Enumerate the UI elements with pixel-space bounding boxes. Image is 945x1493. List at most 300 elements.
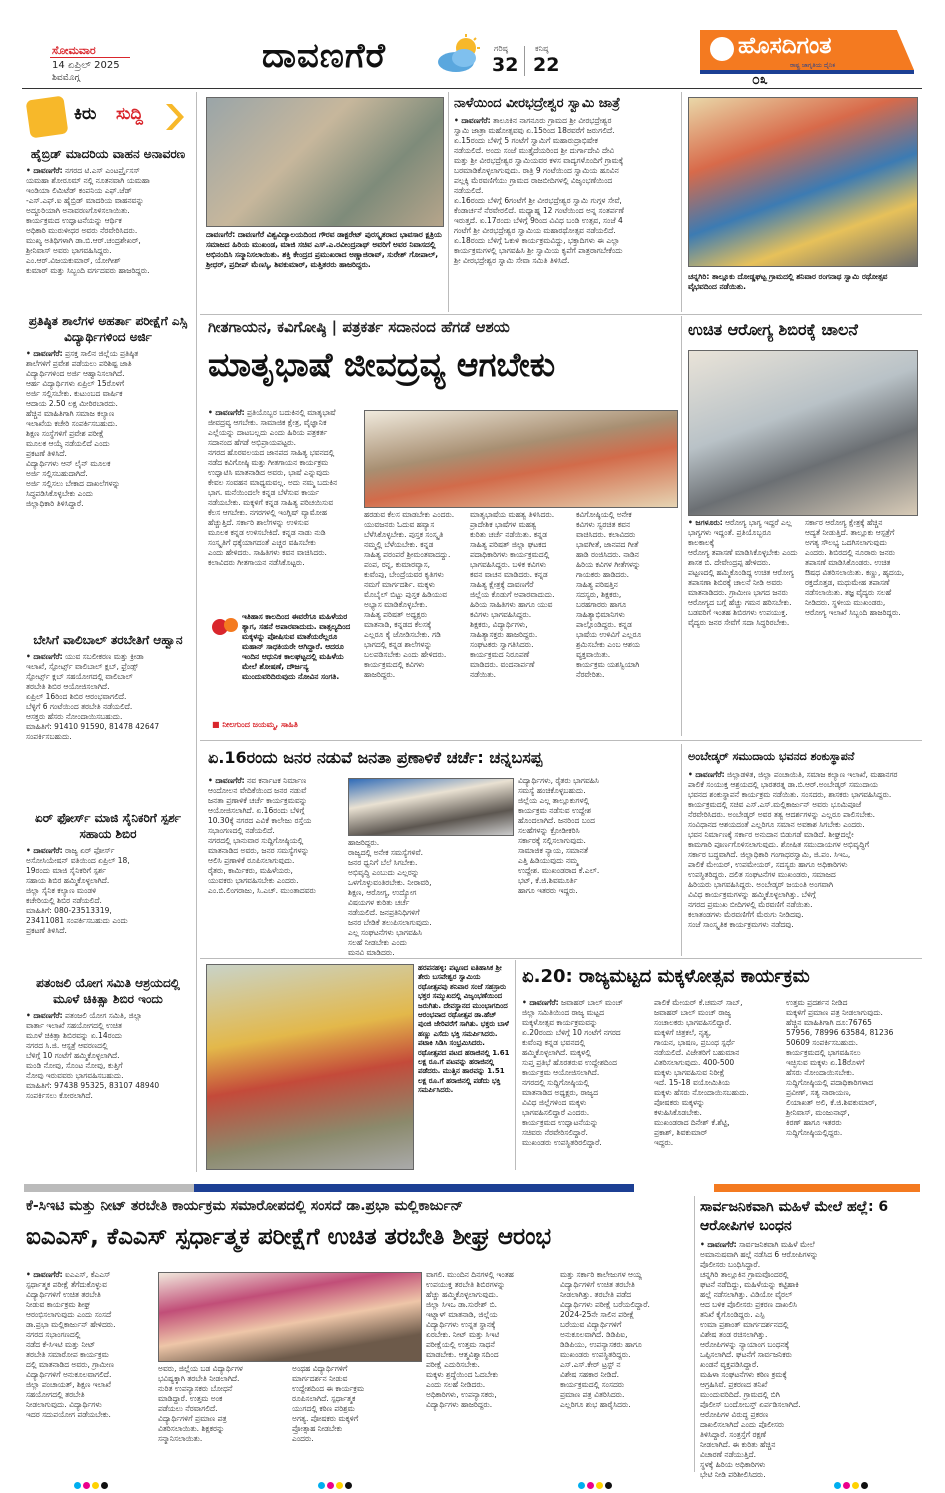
- body-line: ನೀಡಿದರು. ಸ್ಥಳೀಯ ಮುಖಂಡರು,: [805, 598, 886, 607]
- body-line: ಸಾಹಿತ್ಯಾಸಕ್ತರು ಹಾಜರಿದ್ದರು.: [470, 630, 538, 639]
- body-line: 10.30ಕ್ಕೆ ನಗರದ ಎವಿಕೆ ಕಾಲೇಜು ರಸ್ತೆಯ: [208, 816, 312, 825]
- body-line: ಬರಮಾಡಿಕೊಳ್ಳಲಾಗುವುದು. ರಾತ್ರಿ 9 ಗಂಟೆಯಿಂದ ಸ್ವಾಮಿಯ ಹೂವಿನ: [454, 166, 619, 175]
- quote-box: [208, 612, 360, 734]
- body-line: ಡಾ.ಪ್ರಭಾ ಮಲ್ಲಿಕಾರ್ಜುನ್ ಹೇಳಿದರು.: [26, 1320, 116, 1329]
- body-line: ವಿವಿಧ ಕಾರ್ಯಕ್ರಮಗಳನ್ನು ಹಮ್ಮಿಕೊಳ್ಳಲಾಗಿತ್ತು. ಬೆಳಿಗ್ಗೆ: [688, 890, 816, 899]
- body-line: ಗಾಯನ, ಭಾಷಣ, ಪ್ರಬಂಧ ಸ್ಪರ್ಧೆ: [654, 1038, 735, 1047]
- body-line: ಪೊಲೀಸರು ಬಂಧಿಸಿದ್ದಾರೆ.: [700, 1260, 761, 1269]
- mid-row-rule: [200, 958, 922, 959]
- body-line: ತಿಳಿಸಿದ್ದಾರೆ. ಸಂತ್ರಸ್ತೆಗೆ ರಕ್ಷಣೆ: [700, 1430, 767, 1439]
- body-line: ಭಾಗವಹಿಸಲಿದ್ದಾರೆ ಎಂದರು.: [522, 1108, 590, 1117]
- body-line: ಮಾಡಿದ್ದಾರೆ. ಉತ್ತಮ ಅಂಕ: [158, 1394, 223, 1403]
- body-line: -ಎಸ್.ಎಫ್.ಐ ಹೈಬ್ರಿಡ್ ಮಾದರಿಯ ವಾಹನವನ್ನು: [26, 196, 144, 205]
- body-line: ನಗರದ ಪ್ರಮುಖ ಬೀದಿಗಳಲ್ಲಿ ಮೆರವಣಿಗೆ ನಡೆಯಿತು.: [688, 900, 813, 909]
- body-line: ಸ್ಪೋರ್ಟ್ಸ್ ಕ್ಲಬ್ ಸಹಯೋಗದಲ್ಲಿ ವಾಲಿಬಾಲ್: [26, 672, 133, 681]
- body-line: ಎತ್ತಿ ಹಿಡಿಯುವುದು ನಮ್ಮ: [518, 856, 579, 865]
- body-line: ಭಾಗವಹಿಸಿದ್ದರು. ಬಳಿಕ ಕವಿಗಳು: [470, 560, 547, 569]
- brief-yoga: [26, 975, 190, 1101]
- quote-icon: [212, 614, 238, 640]
- body-line: ಅರ್ಜಿ ಸಲ್ಲಿಸಲು ಬೇಕಾದ ದಾಖಲೆಗಳನ್ನು: [26, 479, 121, 488]
- brief-school: [26, 313, 190, 509]
- body-line: ಕುಮಾರ್ ಮತ್ತು ಸಿಬ್ಬಂದಿ ವರ್ಗದವರು ಹಾಜರಿದ್ದರು.: [26, 266, 150, 275]
- body-line: ಇಂಡಿಯಾ ಲಿಮಿಟೆಡ್ ಕಂಪನಿಯ ಎಫ್.ಜೆಡ್: [26, 186, 132, 195]
- body-line: ವಿದ್ಯಾರ್ಥಿಗಳು ಆನ್ ಲೈನ್ ಮೂಲಕ: [26, 459, 111, 468]
- body-line: ಮಕ್ಕಳು ಶ್ರದ್ಧೆಯಿಂದ ಓದಬೇಕು: [426, 1370, 499, 1379]
- body-line: ಘಟನೆ ನಡೆದಿದ್ದು, ಮಹಿಳೆಯನ್ನು ಕಟ್ಟಿಹಾಕಿ: [700, 1280, 799, 1289]
- body-line: ಪರೀಕ್ಷೆ ಎದುರಿಸಬೇಕು.: [426, 1360, 480, 1369]
- body-line: ಪ್ರಕಟಣೆ ತಿಳಿಸಿದೆ.: [26, 449, 67, 458]
- body-line: ಎಲ್ಲರಿಗೂ ಶುಭ ಹಾರೈಸಿದರು.: [560, 1400, 631, 1409]
- lead-kicker: ಗೀತಗಾಯನ, ಕವಿಗೋಷ್ಠಿ | ಪತ್ರಕರ್ತ ಸದಾನಂದ ಹೆಗಡೆ ಆಶಯ: [208, 318, 510, 336]
- body-line: ನೀಡಲಾಗಿತ್ತು. ತರಬೇತಿ ಪಡೆದ: [560, 1290, 632, 1299]
- body-line: ಕಾರ್ಯಕ್ರಮದಲ್ಲಿ ಕವಿಗಳು: [364, 660, 425, 669]
- body-line: ಭಾವಗೀತೆ, ಜಾನಪದ ಗೀತೆ: [576, 540, 639, 549]
- body-line: ಭಟ್, ಕೆ.ಜಿ.ಶಿವಮೂರ್ತಿ: [518, 876, 578, 885]
- temp-max: 32: [492, 54, 519, 76]
- body-line: ಪ್ರೋತ್ಸಾಹ ನೀಡಬೇಕು: [292, 1424, 343, 1433]
- body-line: ಹಾಜರಿದ್ದರು.: [364, 670, 396, 679]
- temp-divider: [524, 46, 525, 76]
- body-line: ಭಾಗ. ಮನೆಯಿಂದಲೇ ಕನ್ನಡ ಬೆಳೆಸುವ ಕಾರ್ಯ: [208, 488, 320, 497]
- body-line: ಜಿಲ್ಲಾ ಸೈನಿಕ ಕಲ್ಯಾಣ ಮಂಡಳಿ: [26, 886, 97, 895]
- body-line: ಜನರ ಬೇಡಿಕೆ ತಲುಪಿಸಲಾಗುವುದು.: [348, 918, 432, 927]
- body-line: ಭವನ ನಿರ್ಮಾಣಕ್ಕೆ ಸರ್ಕಾರ ಅನುದಾನ ಬಿಡುಗಡೆ ಮಾಡಿದೆ. ಶೀಘ್ರದಲ್ಲೇ: [688, 830, 854, 839]
- body-line: ಅಧಿಕಾರಿ ಮುರುಳೀಧರ ಅವರು ನೆರವೇರಿಸಿದರು.: [26, 226, 138, 235]
- body-line: ಪಾಲಿಕೆ ಮೇಯರ್ ಕೆ.ಚಮನ್ ಸಾಬ್,: [654, 998, 743, 1007]
- body-line: ಪ್ರಕಾಶ್, ಶಿವಕುಮಾರ್: [654, 1128, 708, 1137]
- body-line: ಶ್ರೀನಿವಾಸ್, ಮಂಜುನಾಥ್,: [786, 1108, 850, 1117]
- body-line: ವಿದ್ಯಾರ್ಥಿಗಳು, ರೈತರು ಭಾಗವಹಿಸಿ: [518, 776, 599, 785]
- body-line: ಏ.16ರಂದು ಬೆಳಿಗ್ಗೆ 6ಗಂಟೆಗೆ ಶ್ರೀ ವೀರಭದ್ರೇಶ್ವರ ಸ್ವಾಮಿ ಗುಗ್ಗಳ ಸೇವೆ,: [454, 196, 622, 205]
- kiru-label-b: ಸುದ್ದಿ: [116, 104, 143, 124]
- body-line: ಆರ್ಹ ವಿದ್ಯಾರ್ಥಿಗಳು ಏಪ್ರಿಲ್ 15ರೊಳಗೆ: [26, 379, 125, 388]
- body-line: ಸಹಯೋಗದಲ್ಲಿ ತರಬೇತಿ: [26, 1390, 85, 1399]
- body-line: ಪಟ್ಟಣದಲ್ಲಿ ಹಮ್ಮಿಕೊಂಡಿದ್ದ ಉಚಿತ ಆರೋಗ್ಯ: [688, 568, 794, 577]
- body-line: ಕಾರ್ಯಕ್ರಮದ ಉದ್ಘಾಟನೆಯನ್ನು: [522, 1118, 599, 1127]
- body-line: ಪ್ರಕಟಣೆ ತಿಳಿಸಿದೆ.: [26, 926, 67, 935]
- body-line: ಬೆಳಿಗ್ಗೆ 10 ಗಂಟೆಗೆ ಹಮ್ಮಿಕೊಳ್ಳಲಾಗಿದೆ.: [26, 1051, 120, 1060]
- body-line: ಉದ್ದೇಶ. ಮುಖಂಡರಾದ ಕೆ.ಎಲ್.: [518, 866, 600, 875]
- chariot-caption: ಹರಪನಹಳ್ಳಿ: ಪಟ್ಟಣದ ಐತಿಹಾಸಿಕ ಶ್ರೀ ತೇರು ಬಸವೇಶ್ವರ ಸ್ವಾಮಿಯ ರಥೋತ್ಸವವು ಶನಿವಾರ ಸಂಜೆ ಸಹಸ್ರಾರು ಭಕ್ತರ ಸಮ್ಮುಖದಲ್ಲಿ ವಿಜೃಂಭಣೆಯಿಂದ ಜರುಗಿತು. ದೇವಸ್ಥಾನದ ಮುಂಭಾಗದಿಂದ ಆರಂಭವಾದ ರಥೋತ್ಸವ ಡಾ.ಹೆಚ್ ಪುಂಜಿ ಜೇರಿವರೆಗೆ ಸಾಗಿತು. ಭಕ್ತರು ಬಾಳೆ ಹಣ್ಣು ಎಸೆದು ಭಕ್ತಿ ಸಮರ್ಪಿಸಿದರು. ಪಟಾಕಿ ಸಿಡಿಸಿ ಸಂಭ್ರಮಿಸಿದರು. ರಥೋತ್ಸವದ ಪಟದ ಹರಾಜಿನಲ್ಲಿ 1.61 ಲಕ್ಷ ರೂ.ಗೆ ಪಟವನ್ನು ಹರಾಜಿನಲ್ಲಿ ಪಡೆದರು. ಮುತ್ತಿನ ಹಾರವನ್ನು 1.51 ಲಕ್ಷ ರೂ.ಗೆ ಹರಾಜಿನಲ್ಲಿ ಪಡೆದು ಭಕ್ತಿ ಸಮರ್ಪಿಸಿದರು.: [418, 964, 510, 1095]
- body-line: ಪ್ರಾದೇಶಿಕ ಭಾಷೆಗಳ ಮಹತ್ವ: [470, 520, 537, 529]
- body-line: ಪರೀಕ್ಷೆಯಲ್ಲಿ ಉತ್ತಮ ಸಾಧನೆ: [426, 1340, 495, 1349]
- body-line: ಪಡೆಯಲು ನೆರವಾಗಲಿದೆ.: [158, 1404, 218, 1413]
- brand-emblem-icon: [710, 37, 734, 61]
- bottom-col-4: [426, 1270, 554, 1470]
- hand-icon: [26, 96, 69, 139]
- brief-title: ಏರ್ ಫೋರ್ಸ್ ಮಾಜಿ ಸೈನಿಕರಿಗೆ ಸ್ಪರ್ಶ ಸಹಾಯ ಶಿಬಿರ: [34, 811, 182, 841]
- registration-marks: [0, 1474, 945, 1484]
- quote-author: ■ ನೀಲಗುಂದ ಜಯಮ್ಮ, ಸಾಹಿತಿ: [212, 720, 298, 729]
- body-line: ಎಂ.ಆರ್.ವಿಜಯಕುಮಾರ್, ಯೋಗೀಶ್: [26, 256, 121, 265]
- body-line: ಅರ್ಜಿ ಸಲ್ಲಿಸಬೇಕು. ಕುಟುಂಬದ ವಾರ್ಷಿಕ: [26, 389, 123, 398]
- page-number: ೦೩: [752, 72, 768, 88]
- body-line: ಕಾರ್ಯಕ್ರಮ ನಡೆಸುವ ಉದ್ದೇಶ: [518, 806, 592, 815]
- body-line: ಮುಂದುವರಿದಿದೆ. ಗ್ರಾಮದಲ್ಲಿ ಬಿಗಿ: [700, 1390, 780, 1399]
- body-line: ಮಕ್ಕಳು ಹೆಸರು ನೋಂದಾಯಿಸಬಹುದು.: [654, 1088, 749, 1097]
- body-line: ಪಾಲ್ಗೊಂಡಿದ್ದರು. ಕನ್ನಡ: [576, 620, 632, 629]
- body-line: ಮನವಿ ಮಾಡಿದರು.: [348, 948, 395, 957]
- body-line: ನಡೆದ ಕೆ-ಸಿಇಟಿ ಮತ್ತು ನೀಟ್: [26, 1340, 96, 1349]
- body-line: • ದಾವಣಗೆರೆ: ರಾಜ್ಯ ಏರ್ ಫೋರ್ಸ್: [26, 846, 115, 855]
- jp-col-1: [208, 776, 342, 952]
- body-line: ನಡೆಯಿತು.: [470, 670, 497, 679]
- body-line: ಪಂಪ, ರನ್ನ, ಕುಮಾರವ್ಯಾಸ,: [364, 560, 430, 569]
- body-line: ಕವಿಗೋಷ್ಠಿಯಲ್ಲಿ ಅನೇಕ: [576, 510, 632, 519]
- body-line: ನಡೆಯಲಿದೆ. ಅಂದು ಸಂಜೆ ಮುತ್ತೈದೆಯರಿಂದ ಶ್ರೀ ದುರ್ಗಾದೇವಿ ದೇವಿ: [454, 146, 615, 155]
- body-line: ಇಚ್ಛಿಸುವ ಮಕ್ಕಳು ಏ.18ರೊಳಗೆ: [786, 1058, 865, 1067]
- body-line: ನಡೆಯಬೇಕು. ಮಕ್ಕಳಿಗೆ ಕನ್ನಡ ಸಾಹಿತ್ಯ ಪರಿಚಯಿಸುವ: [208, 498, 334, 507]
- body-line: ಬಡವರಿಗೆ ಇಂತಹ ಶಿಬಿರಗಳು ಉಪಯುಕ್ತ.: [688, 608, 788, 617]
- lead-col-1: [208, 408, 360, 608]
- body-line: ಸುಪ್ತ ಪ್ರತಿಭೆ ಹೊರತರುವ ಉದ್ದೇಶದಿಂದ: [522, 1058, 617, 1067]
- body-line: ತರಬೇತಿ ಶಿಬಿರ ಆಯೋಜಿಸಲಾಗಿದೆ.: [26, 682, 110, 691]
- body-line: ತನಿಖೆ ಕೈಗೊಂಡಿದ್ದರು. ಎಸ್ಪಿ: [700, 1310, 765, 1319]
- rathotsava-caption: ಚನ್ನಗಿರಿ: ತಾಲ್ಲೂಕು ದೋಡ್ಡಘಟ್ಟ ಗ್ರಾಮದಲ್ಲಿ ಶನಿವಾರ ರಂಗನಾಥ ಸ್ವಾಮಿ ರಥೋತ್ಸವ ವೈಭವದಿಂದ ನಡೆಯಿತು.: [688, 272, 888, 291]
- brief-body: [26, 349, 190, 509]
- body-line: ರೂಪಿಸಲಾಗಿದೆ. ಸ್ಪರ್ಧಾತ್ಮಕ: [292, 1394, 356, 1403]
- body-line: ಅಧಿಕಾರಿಗಳು, ಉಪನ್ಯಾಸಕರು,: [426, 1390, 497, 1399]
- body-line: ಶಿಕ್ಷಣ, ಆರೋಗ್ಯ, ಉದ್ಯೋಗ: [348, 888, 417, 897]
- body-line: ಆಯೋಜಿಸಲಾಗಿದೆ. ಏ.16ರಂದು ಬೆಳಿಗ್ಗೆ: [208, 806, 305, 815]
- top-row-rule: [200, 314, 922, 315]
- body-line: ಮಾಡಿದರು. ವಂದನಾರ್ಪಣೆ: [470, 660, 535, 669]
- body-line: ಆರೋಪಿಗಳನ್ನು ನ್ಯಾಯಾಂಗ ಬಂಧನಕ್ಕೆ: [700, 1340, 790, 1349]
- body-line: ಅವರು, ಜಿಲ್ಲೆಯ ಬಡ ವಿದ್ಯಾರ್ಥಿಗಳ: [158, 1364, 243, 1373]
- body-line: ಅಮಾನುಷವಾಗಿ ಹಲ್ಲೆ ನಡೆಸಿದ 6 ಆರೋಪಿಗಳನ್ನು: [700, 1250, 819, 1259]
- body-line: ನಗರದ ಹೊರವಲಯದ ಜಾನಪದ ಸಾಹಿತ್ಯ ಭವನದಲ್ಲಿ: [208, 448, 335, 457]
- body-line: ಮಾಹಿತಿಗೆ: 91410 91590, 81478 42647: [26, 722, 160, 731]
- body-line: ಹರಡುವ ಕೆಲಸ ಮಾಡಬೇಕು ಎಂದರು.: [364, 510, 455, 519]
- body-line: ಅಸೋಸಿಯೇಷನ್ ವತಿಯಿಂದ ಏಪ್ರಿಲ್ 18,: [26, 856, 130, 865]
- body-line: ವಿವಿಧ ಜಿಲ್ಲೆಗಳಿಂದ ಮಕ್ಕಳು: [522, 1098, 587, 1107]
- temp-min: 22: [533, 54, 560, 76]
- body-line: ಇದರ ಸದುಪಯೋಗ ಪಡೆಯಬೇಕು.: [26, 1410, 111, 1419]
- header: [0, 0, 945, 88]
- body-line: ಎಲ್ಲರೂ ಕೈ ಜೋಡಿಸಬೇಕು. ಗಡಿ: [364, 630, 441, 639]
- body-line: ವಿಷಯಗಳ ಕುರಿತು ಚರ್ಚೆ: [348, 898, 410, 907]
- bottom-rule: [694, 1196, 695, 1472]
- body-line: ಏ.15ರಂದು ಬೆಳಿಗ್ಗೆ 5 ಗಂಟೆಗೆ ಸ್ವಾಮಿಗೆ ಮಹಾರುದ್ರಾಭಿಷೇಕ: [454, 136, 598, 145]
- body-line: ತರಬೇತಿ ಸಮಾರೋಪ ಕಾರ್ಯಕ್ರಮ: [26, 1350, 109, 1359]
- brief-body: [26, 846, 190, 936]
- body-line: ಖಂಡನೆ ವ್ಯಕ್ತಪಡಿಸಿದ್ದಾರೆ.: [700, 1360, 759, 1369]
- body-line: ವಿದ್ಯಾರ್ಥಿಗಳಿಂದ ಅರ್ಜಿ ಆಹ್ವಾನಿಸಲಾಗಿದೆ.: [26, 369, 125, 378]
- body-line: ಜಿಲ್ಲೆಯ ಕೊಡುಗೆ ಅಪಾರವಾದುದು.: [470, 590, 555, 599]
- body-line: ಲಿಯಾಖತ್ ಅಲಿ, ಕೆ.ಜಿ.ಶಿವಕುಮಾರ್,: [786, 1098, 877, 1107]
- body-line: ವಿತರಿಸಲಾಯಿತು. ಶಿಕ್ಷಕರನ್ನು: [158, 1424, 225, 1433]
- body-line: ಎಲ್ಲೆಯನ್ನು ದಾಟಬಲ್ಲದು ಎಂದು ಹಿರಿಯ ಪತ್ರಕರ್ತ: [208, 428, 328, 437]
- lead-col-4: [576, 510, 676, 735]
- body-line: • ದಾವಣಗೆರೆ: ನಗರದ ಟಿ.ಎಸ್ ಎಂಟರ್ಪ್ರೈಸಸ್: [26, 166, 140, 175]
- body-line: ಕವನ ವಾಚನ ಮಾಡಿದರು. ಕನ್ನಡ: [470, 570, 548, 579]
- body-line: ಭೇಟಿ ನೀಡಿ ಪರಿಶೀಲಿಸಿದರು.: [700, 1470, 766, 1479]
- body-line: ಎಸ್.ಎಸ್.ಕೇರ್ ಟ್ರಸ್ಟ್ ನ: [560, 1360, 621, 1369]
- body-line: ಇಟ್ನಾಳ್ ಮಾತನಾಡಿ, ಜಿಲ್ಲೆಯ: [426, 1310, 498, 1319]
- brand-ribbon: [700, 70, 914, 74]
- body-line: ನೀಡಲಾಗುವುದು. ವಿದ್ಯಾರ್ಥಿಗಳು: [26, 1400, 102, 1409]
- header-rule: [22, 88, 922, 89]
- body-line: ಬಲಪಡಿಸಬೇಕು ಎಂದು ಹೇಳಿದರು.: [364, 650, 447, 659]
- quote-author-name: ನೀಲಗುಂದ ಜಯಮ್ಮ, ಸಾಹಿತಿ: [222, 720, 298, 729]
- body-line: ಆರಂಭಿಸಲಾಗುವುದು ಎಂದು ಸಂಸದೆ: [26, 1310, 112, 1319]
- body-line: ಅನುಕೂಲವಾಗಿದೆ. ಡಿಡಿಪಿಐ,: [560, 1330, 628, 1339]
- body-line: ವಿದ್ಯಾರ್ಥಿಗಳು ಪರೀಕ್ಷೆ ಬರೆಯಲಿದ್ದಾರೆ.: [560, 1300, 650, 1309]
- health-body: [688, 518, 916, 736]
- body-line: ಮಂಡಿ ನೋವು, ಸೊಂಟ ನೋವು, ಕುತ್ತಿಗೆ: [26, 1061, 123, 1070]
- body-line: ಕಲಾತಂಡಗಳು ಮೆರವಣಿಗೆಗೆ ಮೆರುಗು ನೀಡಿದವು.: [688, 910, 804, 919]
- body-line: ಸಂಚಾಲಕರು ಭಾಗವಹಿಸಲಿದ್ದಾರೆ.: [654, 1018, 732, 1027]
- body-line: ಪೋಷಕರು ಮಕ್ಕಳನ್ನು: [654, 1098, 705, 1107]
- body-line: ಮುಖ್ಯ ಅತಿಥಿಗಳಾಗಿ ಡಾ.ಬಿ.ಆರ್.ಚಂದ್ರಶೇಖರ್,: [26, 236, 141, 245]
- masthead-title: ದಾವಣಗೆರೆ: [262, 36, 386, 76]
- body-line: ಆದ್ಯತೆ ನೀಡುತ್ತಿದೆ. ತಾಲ್ಲೂಕು ಆಸ್ಪತ್ರೆಗೆ: [805, 528, 895, 537]
- body-line: ಮಕ್ಕಳು ಭಾಗವಹಿಸುವ ನಿರೀಕ್ಷೆ: [654, 1068, 725, 1077]
- brief-title: ಹೈಬ್ರಿಡ್ ಮಾದರಿಯ ವಾಹನ ಅನಾವರಣ: [30, 147, 186, 161]
- body-line: ಸರ್ಕಾರ ಆರೋಗ್ಯ ಕ್ಷೇತ್ರಕ್ಕೆ ಹೆಚ್ಚಿನ: [805, 518, 883, 527]
- body-line: ಅಭಿವೃದ್ಧಿ ಎಂಬುದು ಎಲ್ಲರನ್ನು: [348, 868, 420, 877]
- body-line: ಮಾರ್ಗದರ್ಶನ ನೀಡುವ: [292, 1374, 348, 1383]
- body-line: ನೋವು ಇರುವವರು ಭಾಗವಹಿಸಬಹುದು.: [26, 1071, 124, 1080]
- body-line: ವಿಶೇಷ ತಂಡ ರಚಿಸಲಾಗಿತ್ತು.: [700, 1330, 768, 1339]
- body-line: ವಾರ್ತಾ ಇಲಾಖೆ ಸಹಯೋಗದಲ್ಲಿ ಉಚಿತ: [26, 1021, 122, 1030]
- body-line: ಏ.20ರಂದು ಬೆಳಿಗ್ಗೆ 10 ಗಂಟೆಗೆ ನಗರದ: [522, 1028, 621, 1037]
- body-line: ನಮ್ಮಲ್ಲಿ ಬೆಳೆಯಬೇಕು. ಕನ್ನಡ: [364, 540, 434, 549]
- body-line: ಮತ್ತು ಶ್ರೀ ವೀರಭದ್ರೇಶ್ವರ ಸ್ವಾಮಿಯವರ ಕಳಸ ವಾದ್ಯಗಳೊಂದಿಗೆ ಗ್ರಾಮಕ್ಕೆ: [454, 156, 624, 165]
- body-line: ನುರಿತ ಉಪನ್ಯಾಸಕರು ಬೋಧನೆ: [158, 1384, 233, 1393]
- body-line: ಕಾರ್ಯಕ್ರಮದಲ್ಲಿ ಭಾಗವಹಿಸಲು: [786, 1048, 861, 1057]
- body-line: • ದಾವಣಗೆರೆ: ಪ್ರಸಕ್ತ ಸಾಲಿನ ಜಿಲ್ಲೆಯ ಪ್ರತಿಷ್ಠಿತ: [26, 349, 139, 358]
- body-line: ನಡೆಯಲಿದೆ. ಜನಪ್ರತಿನಿಧಿಗಳಿಗೆ: [348, 908, 420, 917]
- brief-title: ಪತಂಜಲಿ ಯೋಗ ಸಮಿತಿ ಆಶ್ರಯದಲ್ಲಿ ಮೂಳೆ ಚಿಕಿತ್ಸಾ ಶಿಬಿರ ಇಂದು: [36, 976, 180, 1006]
- body-line: ನೀಡಲಾಗಿದೆ. ಈ ಕುರಿತು ಹೆಚ್ಚಿನ: [700, 1440, 776, 1449]
- lead-col-3: [470, 510, 570, 735]
- body-line: ಆರೋಗ್ಯ ತಪಾಸಣೆ ಮಾಡಿಸಿಕೊಳ್ಳಬೇಕು ಎಂದು: [688, 548, 798, 557]
- body-line: ಹಮ್ಮಿಕೊಳ್ಳಲಾಗಿದೆ. ಮಕ್ಕಳಲ್ಲಿ: [522, 1048, 591, 1057]
- body-line: • ಜಗಳೂರು: ಆರೋಗ್ಯ ಭಾಗ್ಯ ಇದ್ದರೆ ಎಲ್ಲ: [688, 518, 792, 527]
- body-line: ವಿದ್ಯಾರ್ಥಿಗಳಿಗೆ ಉಚಿತ ತರಬೇತಿ: [560, 1280, 635, 1289]
- body-line: ಮಕ್ಕಳಿಗೆ ಚಿತ್ರಕಲೆ, ನೃತ್ಯ,: [654, 1028, 712, 1037]
- body-line: ನಡೆಸಲಾಯಿತು. ತಜ್ಞ ವೈದ್ಯರು ಸಲಹೆ: [805, 588, 892, 597]
- date-divider: [50, 57, 130, 58]
- brief-body: [26, 652, 190, 742]
- body-line: ಯುವಕರು ಭಾಗವಹಿಸಬೇಕು ಎಂದರು.: [208, 876, 299, 885]
- fest-col-1: [522, 998, 646, 1170]
- body-line: ಮತ್ತು ಸರ್ಕಾರಿ ಕಾಲೇಜುಗಳ ಆಯ್ದ: [560, 1270, 642, 1279]
- ambedkar-headline: ಅಂಬೇಡ್ಕರ್ ಸಮುದಾಯ ಭವನದ ಶಂಕುಸ್ಥಾಪನೆ: [688, 750, 855, 763]
- brief-body: [26, 166, 190, 276]
- body-line: ಮಾತನಾಡಿ, ಕನ್ನಡದ ಕೆಲಸಕ್ಕೆ: [364, 620, 432, 629]
- body-line: ಅಗತ್ಯ. ಪೋಷಕರು ಮಕ್ಕಳಿಗೆ: [292, 1414, 359, 1423]
- body-line: ಶಾಲೆಗಳಿಗೆ ಪ್ರವೇಶ ಪಡೆಯಲು ಪರಿಶಿಷ್ಟ ಜಾತಿ: [26, 359, 132, 368]
- body-line: ಮಕ್ಕಳೋತ್ಸವ ಕಾರ್ಯಕ್ರಮವನ್ನು: [522, 1018, 598, 1027]
- body-line: ಇಲಾಖೆಯ ಕಚೇರಿ ಸಂಪರ್ಕಿಸಬಹುದು.: [26, 419, 118, 428]
- body-line: ಮಾಹಿತಿಗೆ: 080-23513319,: [26, 906, 112, 915]
- body-line: ಶಿಕ್ಷಣ ಸಂಸ್ಥೆಗಳಿಗೆ ಪ್ರವೇಶ ಪರೀಕ್ಷೆ: [26, 429, 104, 438]
- body-line: ನಗರದ ಸಿ.ಜಿ. ಆಸ್ಪತ್ರೆ ಆವರಣದಲ್ಲಿ: [26, 1041, 108, 1050]
- body-line: ಪಾಲಿಕೆ ಸಂಯುಕ್ತ ಆಶ್ರಯದಲ್ಲಿ ಭಾರತರತ್ನ ಡಾ.ಬಿ.ಆರ್.ಅಂಬೇಡ್ಕರ್ ಸಮುದಾಯ: [688, 780, 878, 789]
- body-line: ಬರೆಯುವ ವಿದ್ಯಾರ್ಥಿಗಳಿಗೆ: [560, 1320, 622, 1329]
- body-line: ವಿಶೇಷ ಸಹಕಾರ ನೀಡಿದೆ.: [560, 1370, 620, 1379]
- body-line: ಆಂದೋಲನ ವೇದಿಕೆಯಿಂದ ಜನರ ನಡುವೆ: [208, 786, 307, 795]
- body-line: ಸಲಹೆ ನೀಡಬೇಕು ಎಂದು: [348, 938, 407, 947]
- body-line: • ದಾವಣಗೆರೆ: ಯುವ ಸಬಲೀಕರಣ ಮತ್ತು ಕ್ರೀಡಾ: [26, 652, 144, 661]
- body-line: ಹಿರಿಯರು ಭಾಗವಹಿಸಿದ್ದರು. ಅಂಬೇಡ್ಕರ್ ಜಯಂತಿ ಅಂಗವಾಗಿ: [688, 880, 834, 889]
- body-line: ಉಮಾ ಪ್ರಶಾಂತ್ ಮಾರ್ಗದರ್ಶನದಲ್ಲಿ: [700, 1320, 789, 1329]
- temp-max-label: ಗರಿಷ್ಠ: [494, 44, 508, 53]
- temp-min-label: ಕನಿಷ್ಠ: [535, 44, 549, 53]
- body-line: ಸ್ಥಳಕ್ಕೆ ಹಿರಿಯ ಅಧಿಕಾರಿಗಳು: [700, 1460, 766, 1469]
- body-line: ಜಿಲ್ಲಾ ಸಿಇಒ ಡಾ.ಸುರೇಶ್ ಬಿ.: [426, 1300, 498, 1309]
- body-line: ವ್ಯಕ್ತವಾಯಿತು.: [576, 650, 611, 659]
- body-line: ಉಪಸ್ಥಿತರಿದ್ದರು. ದಲಿತ ಸಂಘಟನೆಗಳ ಮುಖಂಡರು, ಸಮಾಜದ: [688, 870, 836, 879]
- body-line: ಒಪ್ಪಿಸಲಾಗಿದೆ. ಘಟನೆಗೆ ಸಾರ್ವಜನಿಕರು: [700, 1350, 792, 1359]
- bottom-col-5: [560, 1270, 688, 1470]
- body-line: ಸಿದ್ಧಪಡಿಸಿಕೊಳ್ಳಬೇಕು ಎಂದು: [26, 489, 94, 498]
- body-line: ಎಂದರು. ಶಿಬಿರದಲ್ಲಿ ನೂರಾರು ಜನರು: [805, 548, 895, 557]
- body-line: ಶ್ರೀ ವೀರಭದ್ರೇಶ್ವರ ಸ್ವಾಮಿ ಸೇವಾ ಸಮಿತಿ ತಿಳಿಸಿದೆ.: [454, 256, 570, 265]
- body-line: ಜನರ ಧ್ವನಿಗೆ ಬೆಲೆ ಸಿಗಬೇಕು.: [348, 858, 418, 867]
- date-label: 14 ಏಪ್ರಿಲ್ 2025: [52, 60, 120, 71]
- weather-icon: [434, 34, 484, 76]
- body-line: ಕಲಾವಿದರು ಗೀತಗಾಯನ ನಡೆಸಿಕೊಟ್ಟರು.: [208, 558, 305, 567]
- body-line: ಮಾತನಾಡಿದ ಅಧ್ಯಕ್ಷರು, ರಾಜ್ಯದ: [522, 1088, 599, 1097]
- body-line: ಬರಹಗಾರರು ಹಾಗೂ: [576, 600, 627, 609]
- brief-title: ಪ್ರತಿಷ್ಠಿತ ಶಾಲೆಗಳ ಅಹರ್ತಾ ಪರೀಕ್ಷೆಗೆ ಎಸ್ಸಿ ವಿದ್ಯಾರ್ಥಿಗಳಿಂದ ಅರ್ಜಿ: [28, 314, 188, 344]
- doctorate-photo: [206, 97, 444, 227]
- body-line: ತಪಾಸಣೆ ಮಾಡಿಸಿಕೊಂಡರು. ಉಚಿತ: [805, 558, 891, 567]
- body-line: ಕೆಂಡಾರ್ಚನೆ ನೆರವೇರಲಿದೆ. ಮಧ್ಯಾಹ್ನ 12 ಗಂಟೆಯಿಂದ ಅನ್ನ ಸಂತರ್ಪಣೆ: [454, 206, 624, 215]
- body-line: ಸಂಜೆ ಸಾಂಸ್ಕೃತಿಕ ಕಾರ್ಯಕ್ರಮಗಳು ನಡೆದವು.: [688, 920, 794, 929]
- body-line: ಹಿರಿಯ ಸಾಹಿತಿಗಳು ಹಾಗೂ ಯುವ: [470, 600, 553, 609]
- body-line: 2024-25ನೇ ಸಾಲಿನ ಪರೀಕ್ಷೆ: [560, 1310, 635, 1319]
- body-line: ಇರುತ್ತದೆ. ಏ.17ರಂದು ಬೆಳಿಗ್ಗೆ 9ರಿಂದ ವಿವಿಧ ಬಂಡಿ ಉತ್ಸವ, ಸಂಜೆ 4: [454, 216, 623, 225]
- body-line: ಪ್ರಮಾಣ ಪತ್ರ ವಿತರಿಸಿದರು.: [560, 1390, 625, 1399]
- body-line: ವಿದ್ಯಾರ್ಥಿಗಳು ಉನ್ನತ ಸ್ಥಾನಕ್ಕೆ: [426, 1320, 496, 1329]
- body-line: ಆಗ್ರಹಿಸಿವೆ. ಪ್ರಕರಣದ ತನಿಖೆ: [700, 1380, 768, 1389]
- body-line: ಯುವಜನರು ಓದುವ ಹವ್ಯಾಸ: [364, 520, 435, 529]
- body-line: ಇದ್ದರು.: [654, 1138, 674, 1147]
- body-line: ಮಾತನಾಡಿದರು. ಗ್ರಾಮೀಣ ಭಾಗದ ಜನರು: [688, 588, 788, 597]
- body-line: ಕವಿಗಳು ಸ್ವರಚಿತ ಕವನ: [576, 520, 631, 529]
- body-line: ಕಾರ್ಯಕ್ರಮದಲ್ಲಿ ಸಂಸದರು: [560, 1380, 625, 1389]
- body-line: ಸಂಸ್ಕೃತಿಗೆ ಧಕ್ಕೆಯಾಗದಂತೆ ಎಚ್ಚರ ವಹಿಸಬೇಕು: [208, 538, 316, 547]
- mid-rule: [681, 744, 682, 956]
- body-line: ಶಿಕ್ಷಕರು, ವಿದ್ಯಾರ್ಥಿಗಳು,: [470, 620, 528, 629]
- body-line: ಅರ್ಜಿ ಸಲ್ಲಿಸಬಹುದಾಗಿದೆ.: [26, 469, 88, 478]
- top-rule-2: [681, 92, 682, 312]
- body-line: ಸಾಮಾಜಿಕ ನ್ಯಾಯ, ಸಮಾನತೆ: [518, 846, 589, 855]
- body-line: ಗಂಟೆಗೆ ಶ್ರೀ ವೀರಭದ್ರೇಶ್ವರ ಸ್ವಾಮಿಯ ಮಹಾರಥೋತ್ಸವ ನಡೆಯಲಿದೆ.: [454, 226, 616, 235]
- body-line: • ದಾವಣಗೆರೆ: ಪತಂಜಲಿ ಯೋಗ ಸಮಿತಿ, ಜಿಲ್ಲಾ: [26, 1011, 143, 1020]
- body-line: ನಗರದಲ್ಲಿ ಭಾನುವಾರ ಸುದ್ದಿಗೋಷ್ಠಿಯಲ್ಲಿ: [208, 836, 304, 845]
- body-line: ಕುರಿತು ಚರ್ಚೆ ನಡೆಯಿತು. ಕನ್ನಡ: [470, 530, 548, 539]
- lead-col-2: [364, 510, 464, 735]
- body-line: ಚನ್ನಗಿರಿ ತಾಲ್ಲೂಕಿನ ಗ್ರಾಮವೊಂದರಲ್ಲಿ: [700, 1270, 789, 1279]
- body-line: ಸಾಹಿತ್ಯ ಪರಿಷತ್ತಿನ: [576, 580, 618, 589]
- body-line: ಮಾಡಬೇಕು. ಆತ್ಮವಿಶ್ವಾಸದಿಂದ: [426, 1350, 499, 1359]
- body-line: ಹೆಚ್ಚು ಹಮ್ಮಿಕೊಳ್ಳಲಾಗುವುದು.: [426, 1290, 499, 1299]
- body-line: ಹಾಗೂ ಇತರರು ಇದ್ದರು.: [518, 886, 578, 895]
- temple-story: [454, 95, 676, 266]
- body-line: ಸಂಘಟಕರು ಸ್ವಾಗತಿಸಿದರು.: [470, 640, 534, 649]
- body-line: • ದಾವಣಗೆರೆ: ಐಎಎಸ್, ಕೆಎಎಸ್: [26, 1270, 111, 1279]
- arrest-body: [700, 1240, 920, 1479]
- bottom-headline: ಐಎಎಸ್, ಕೆಎಎಸ್ ಸ್ಪರ್ಧಾತ್ಮಕ ಪರೀಕ್ಷೆಗೆ ಉಚಿತ ತರಬೇತಿ ಶೀಘ್ರ ಆರಂಭ: [26, 1224, 552, 1250]
- body-line: ಮಾಹಿತಿಗೆ: 97438 95325, 83107 48940: [26, 1081, 160, 1090]
- body-line: ಸುದ್ದಿಗೋಷ್ಠಿಯಲ್ಲಿದ್ದರು.: [786, 1128, 843, 1137]
- body-line: ಸಾಹಿತ್ಯ ಪರಿಷತ್ ಅಧ್ಯಕ್ಷರು: [364, 610, 428, 619]
- body-line: ಕೇವಲ ಸಂವಹನ ಮಾಧ್ಯಮವಲ್ಲ. ಅದು ನಮ್ಮ ಬದುಕಿನ: [208, 478, 338, 487]
- fest-headline: ಏ.20: ರಾಜ್ಯಮಟ್ಟದ ಮಕ್ಕಳೋತ್ಸವ ಕಾರ್ಯಕ್ರಮ: [522, 966, 810, 987]
- body-line: ಕೆಲಸ ಆಗಬೇಕು. ನಗರಗಳಲ್ಲಿ ಇಂಗ್ಲಿಷ್ ವ್ಯಾಮೋಹ: [208, 508, 328, 517]
- body-line: ನಮಗೆ ಮಾರ್ಗದರ್ಶಿ. ಮಕ್ಕಳು: [364, 580, 436, 589]
- body-line: ಭವಿಷ್ಯಕ್ಕಾಗಿ ತರಬೇತಿ ನೀಡಲಾಗಿದೆ.: [158, 1374, 240, 1383]
- body-line: ಕುವೆಂಪು ಕನ್ನಡ ಭವನದಲ್ಲಿ: [522, 1038, 586, 1047]
- body-line: ಸರ್ಕಾರ ಬದ್ಧವಾಗಿದೆ. ಜಿಲ್ಲಾಧಿಕಾರಿ ಗಂಗಾಧರಸ್ವಾಮಿ, ಜಿ.ಪಂ. ಸಿಇಒ,: [688, 850, 851, 859]
- body-line: ಕಿರಣ್ ಹಾಗೂ ಇತರರು: [786, 1118, 842, 1127]
- bottom-kicker: ಕೆ-ಸಿಇಟಿ ಮತ್ತು ನೀಟ್ ತರಬೇತಿ ಕಾರ್ಯಕ್ರಮ ಸಮಾರೋಪದಲ್ಲಿ ಸಂಸದೆ ಡಾ.ಪ್ರಭಾ ಮಲ್ಲಿಕಾರ್ಜುನ್: [26, 1198, 464, 1214]
- fest-col-3: [786, 998, 918, 1170]
- ambedkar-body: [688, 770, 918, 954]
- temple-title: ನಾಳೆಯಿಂದ ವೀರಭದ್ರೇಶ್ವರ ಸ್ವಾಮಿ ಜಾತ್ರೆ: [454, 96, 621, 111]
- body-line: ಮುಖಂಡರಾದ ದಿನೇಶ್ ಕೆ.ಶೆಟ್ಟಿ,: [654, 1118, 730, 1127]
- body-line: ಭಾಗ್ಯಗಳು ಇದ್ದಂತೆ. ಪ್ರತಿಯೊಬ್ಬರೂ ಕಾಲಕಾಲಕ್ಕೆ: [688, 528, 772, 547]
- body-line: ನೀಡುವ ಕಾರ್ಯಕ್ರಮ ಶೀಘ್ರ: [26, 1300, 91, 1309]
- training-ceremony-photo: [158, 1272, 422, 1362]
- body-line: ರೈತರು, ಕಾರ್ಮಿಕರು, ಮಹಿಳೆಯರು,: [208, 866, 293, 875]
- body-line: ಸಹಾಯ ಶಿಬಿರ ಹಮ್ಮಿಕೊಳ್ಳಲಾಗಿದೆ.: [26, 876, 110, 885]
- body-line: ಆರೋಗ್ಯದ ಬಗ್ಗೆ ಹೆಚ್ಚು ಗಮನ ಹರಿಸಬೇಕು.: [688, 598, 792, 607]
- chariot-photo: [206, 964, 414, 1170]
- body-line: ಮಹಿಳಾ ಸಂಘಟನೆಗಳು ಕಠಿಣ ಕ್ರಮಕ್ಕೆ: [700, 1370, 787, 1379]
- body-line: ಕುವೆಂಪು, ಬೇಂದ್ರೆಯವರ ಕೃತಿಗಳು: [364, 570, 444, 579]
- press-meet-photo: [348, 778, 514, 836]
- body-line: ಸಂವಿಧಾನದ ಆಶಯದಂತೆ ಎಲ್ಲರಿಗೂ ಸಮಾನ ಅವಕಾಶ ಸಿಗಬೇಕು ಎಂದರು.: [688, 820, 865, 829]
- body-line: ಉತ್ತಮ ಪ್ರದರ್ಶನ ನೀಡಿದ: [786, 998, 848, 1007]
- body-line: ಸಾಹಿತ್ಯ ಕ್ಷೇತ್ರಕ್ಕೆ ದಾವಣಗೆರೆ: [470, 580, 534, 589]
- body-line: ಏಪ್ರಿಲ್ 16ರಿಂದ ಶಿಬಿರ ಆರಂಭವಾಗಲಿದೆ.: [26, 692, 127, 701]
- body-line: ಅಭ್ಯಾಸ ಮಾಡಿಕೊಳ್ಳಬೇಕು.: [364, 600, 428, 609]
- arrest-headline: ಸಾರ್ವಜನಿಕವಾಗಿ ಮಹಿಳೆ ಮೇಲೆ ಹಲ್ಲೆ: 6 ಆರೋಪಿಗಳ ಬಂಧನ: [700, 1199, 889, 1234]
- body-line: ಎಂ.ಬಿ.ಲಿಂಗರಾಜು, ಸಿ.ಎಚ್. ಮುಂತಾದವರು: [208, 886, 316, 895]
- body-line: ನೆರವೇರಿಸಿದರು. ಅಂಬೇಡ್ಕರ್ ಅವರ ತತ್ವ ಆದರ್ಶಗಳನ್ನು ಎಲ್ಲರೂ ಪಾಲಿಸಬೇಕು.: [688, 810, 876, 819]
- body-line: ಎಂದರು.: [292, 1434, 314, 1443]
- body-line: ಮುಖಂಡರು ಉಪಸ್ಥಿತರಿರಲಿದ್ದಾರೆ.: [522, 1138, 602, 1147]
- brand-name: ಹೊಸದಿಗಂತ: [738, 33, 832, 59]
- body-line: ಜವಾಹರ್ ಬಾಲ್ ಮಂಚ್ ರಾಜ್ಯ: [654, 1008, 732, 1017]
- body-line: ಕಾರ್ಯಕ್ರಮ ಆಯೋಜಿಸಲಾಗಿದೆ.: [522, 1068, 600, 1077]
- body-line: ಪಾಲಿಕೆ ಮೇಯರ್, ಉಪಮೇಯರ್, ಸದಸ್ಯರು ಹಾಗೂ ಅಧಿಕಾರಿಗಳು: [688, 860, 848, 869]
- jp-col-3: [518, 776, 678, 952]
- body-line: ಸ್ವಾಮಿ ಜಾತ್ರಾ ಮಹೋತ್ಸವವು ಏ.15ರಿಂದ 18ರವರೆಗೆ ಜರುಗಲಿದೆ.: [454, 126, 615, 135]
- chevron-icon: [166, 104, 186, 130]
- body-line: ಶ್ರಮಿಸಬೇಕು ಎಂಬ ಆಶಯ: [576, 640, 640, 649]
- body-line: ಸದಾನಂದ ಹೆಗಡೆ ಅಭಿಪ್ರಾಯಪಟ್ಟರು.: [208, 438, 296, 447]
- lead-rule: [681, 316, 682, 736]
- body-line: ಮಾತನಾಡಿದ ಅವರು, ಜನರ ಸಮಸ್ಯೆಗಳನ್ನು: [208, 846, 310, 855]
- poetry-event-photo: [364, 410, 678, 508]
- body-line: ತಪಾಸಣಾ ಶಿಬಿರಕ್ಕೆ ಚಾಲನೆ ನೀಡಿ ಅವರು: [688, 578, 783, 587]
- body-line: ಅಗತ್ಯ ಸೌಲಭ್ಯ ಒದಗಿಸಲಾಗುವುದು: [805, 538, 887, 547]
- body-line: 19ರಂದು ಮಾಜಿ ಸೈನಿಕರಿಗೆ ಸ್ಪರ್ಶ: [26, 866, 106, 875]
- day-label: ಸೋಮವಾರ: [52, 44, 96, 57]
- rathotsava-photo: [688, 97, 918, 267]
- section-color-band: [24, 1184, 920, 1192]
- bottom-col-3: [292, 1364, 420, 1470]
- top-rule-1: [448, 92, 449, 312]
- body-line: ವಿಚಾರಣೆ ನಡೆಯುತ್ತಿದೆ.: [700, 1450, 756, 1459]
